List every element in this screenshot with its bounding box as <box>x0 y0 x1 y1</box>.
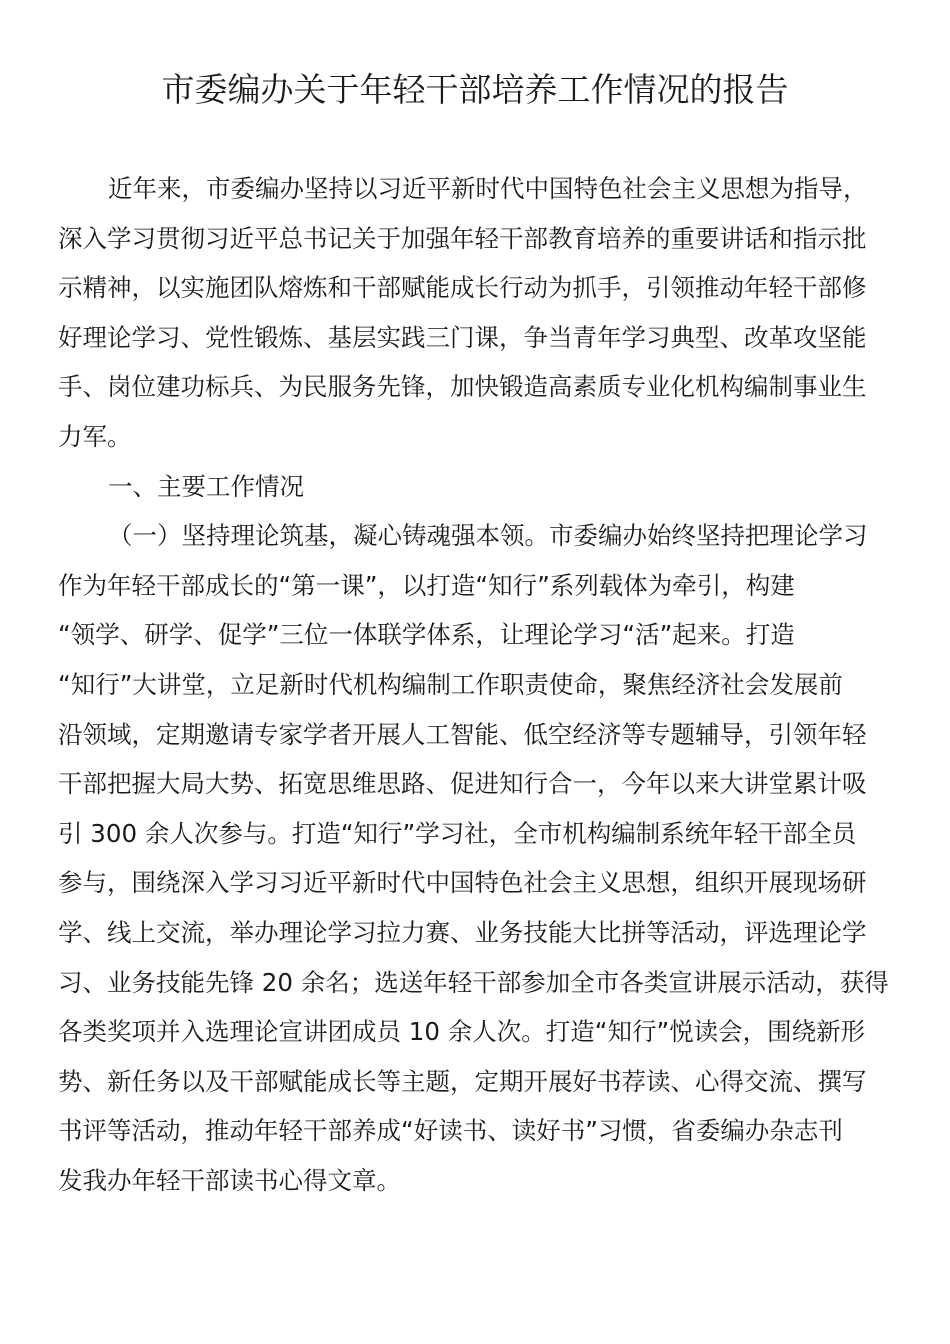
text-line: 引 300 余人次参与。打造“知行”学习社，全市机构编制系统年轻干部全员 <box>58 818 857 848</box>
paragraph-section-1 <box>58 511 892 1205</box>
text-line: 习、业务技能先锋 20 余名；选送年轻干部参加全市各类宣讲展示活动，获得 <box>58 967 889 997</box>
text-line: “领学、研学、促学”三位一体联学体系，让理论学习“活”起来。打造 <box>58 620 795 650</box>
text-line: 沿领域，定期邀请专家学者开展人工智能、低空经济等专题辅导，引领年轻 <box>58 719 867 749</box>
text-line: 深入学习贯彻习近平总书记关于加强年轻干部教育培养的重要讲话和指示批 <box>58 223 867 253</box>
text-line: 参与，围绕深入学习习近平新时代中国特色社会主义思想，组织开展现场研 <box>58 868 867 898</box>
section-heading <box>58 462 892 512</box>
text-line: 学、线上交流，举办理论学习拉力赛、业务技能大比拼等活动，评选理论学 <box>58 917 867 947</box>
text-line: 发我办年轻干部读书心得文章。 <box>58 1165 401 1195</box>
text-line: 力军。 <box>58 421 132 451</box>
text-line: 干部把握大局大势、拓宽思维思路、促进知行合一，今年以来大讲堂累计吸 <box>58 769 867 799</box>
text-line: 示精神，以实施团队熔炼和干部赋能成长行动为抓手，引领推动年轻干部修 <box>58 273 867 303</box>
text-line: 作为年轻干部成长的“第一课”，以打造“知行”系列载体为牵引，构建 <box>58 570 795 600</box>
text-line: “知行”大讲堂，立足新时代机构编制工作职责使命，聚焦经济社会发展前 <box>58 669 843 699</box>
text-line: （一）坚持理论筑基，凝心铸魂强本领。市委编办始终坚持把理论学习 <box>108 521 868 551</box>
paragraph-intro <box>58 164 892 462</box>
text-line: 书评等活动，推动年轻干部养成“好读书、读好书”习惯，省委编办杂志刊 <box>58 1116 843 1146</box>
document-body <box>58 164 892 1205</box>
text-line: 势、新任务以及干部赋能成长等主题，定期开展好书荐读、心得交流、撰写 <box>58 1066 867 1096</box>
text-line: 手、岗位建功标兵、为民服务先锋，加快锻造高素质专业化机构编制事业生 <box>58 372 867 402</box>
text-line: 各类奖项并入选理论宣讲团成员 10 余人次。打造“知行”悦读会，围绕新形 <box>58 1017 866 1047</box>
section-heading-text: 一、主要工作情况 <box>108 471 304 501</box>
document-title: 市委编办关于年轻干部培养工作情况的报告 <box>161 70 789 109</box>
text-line: 近年来，市委编办坚持以习近平新时代中国特色社会主义思想为指导， <box>108 174 868 203</box>
text-line: 好理论学习、党性锻炼、基层实践三门课，争当青年学习典型、改革攻坚能 <box>58 322 867 352</box>
